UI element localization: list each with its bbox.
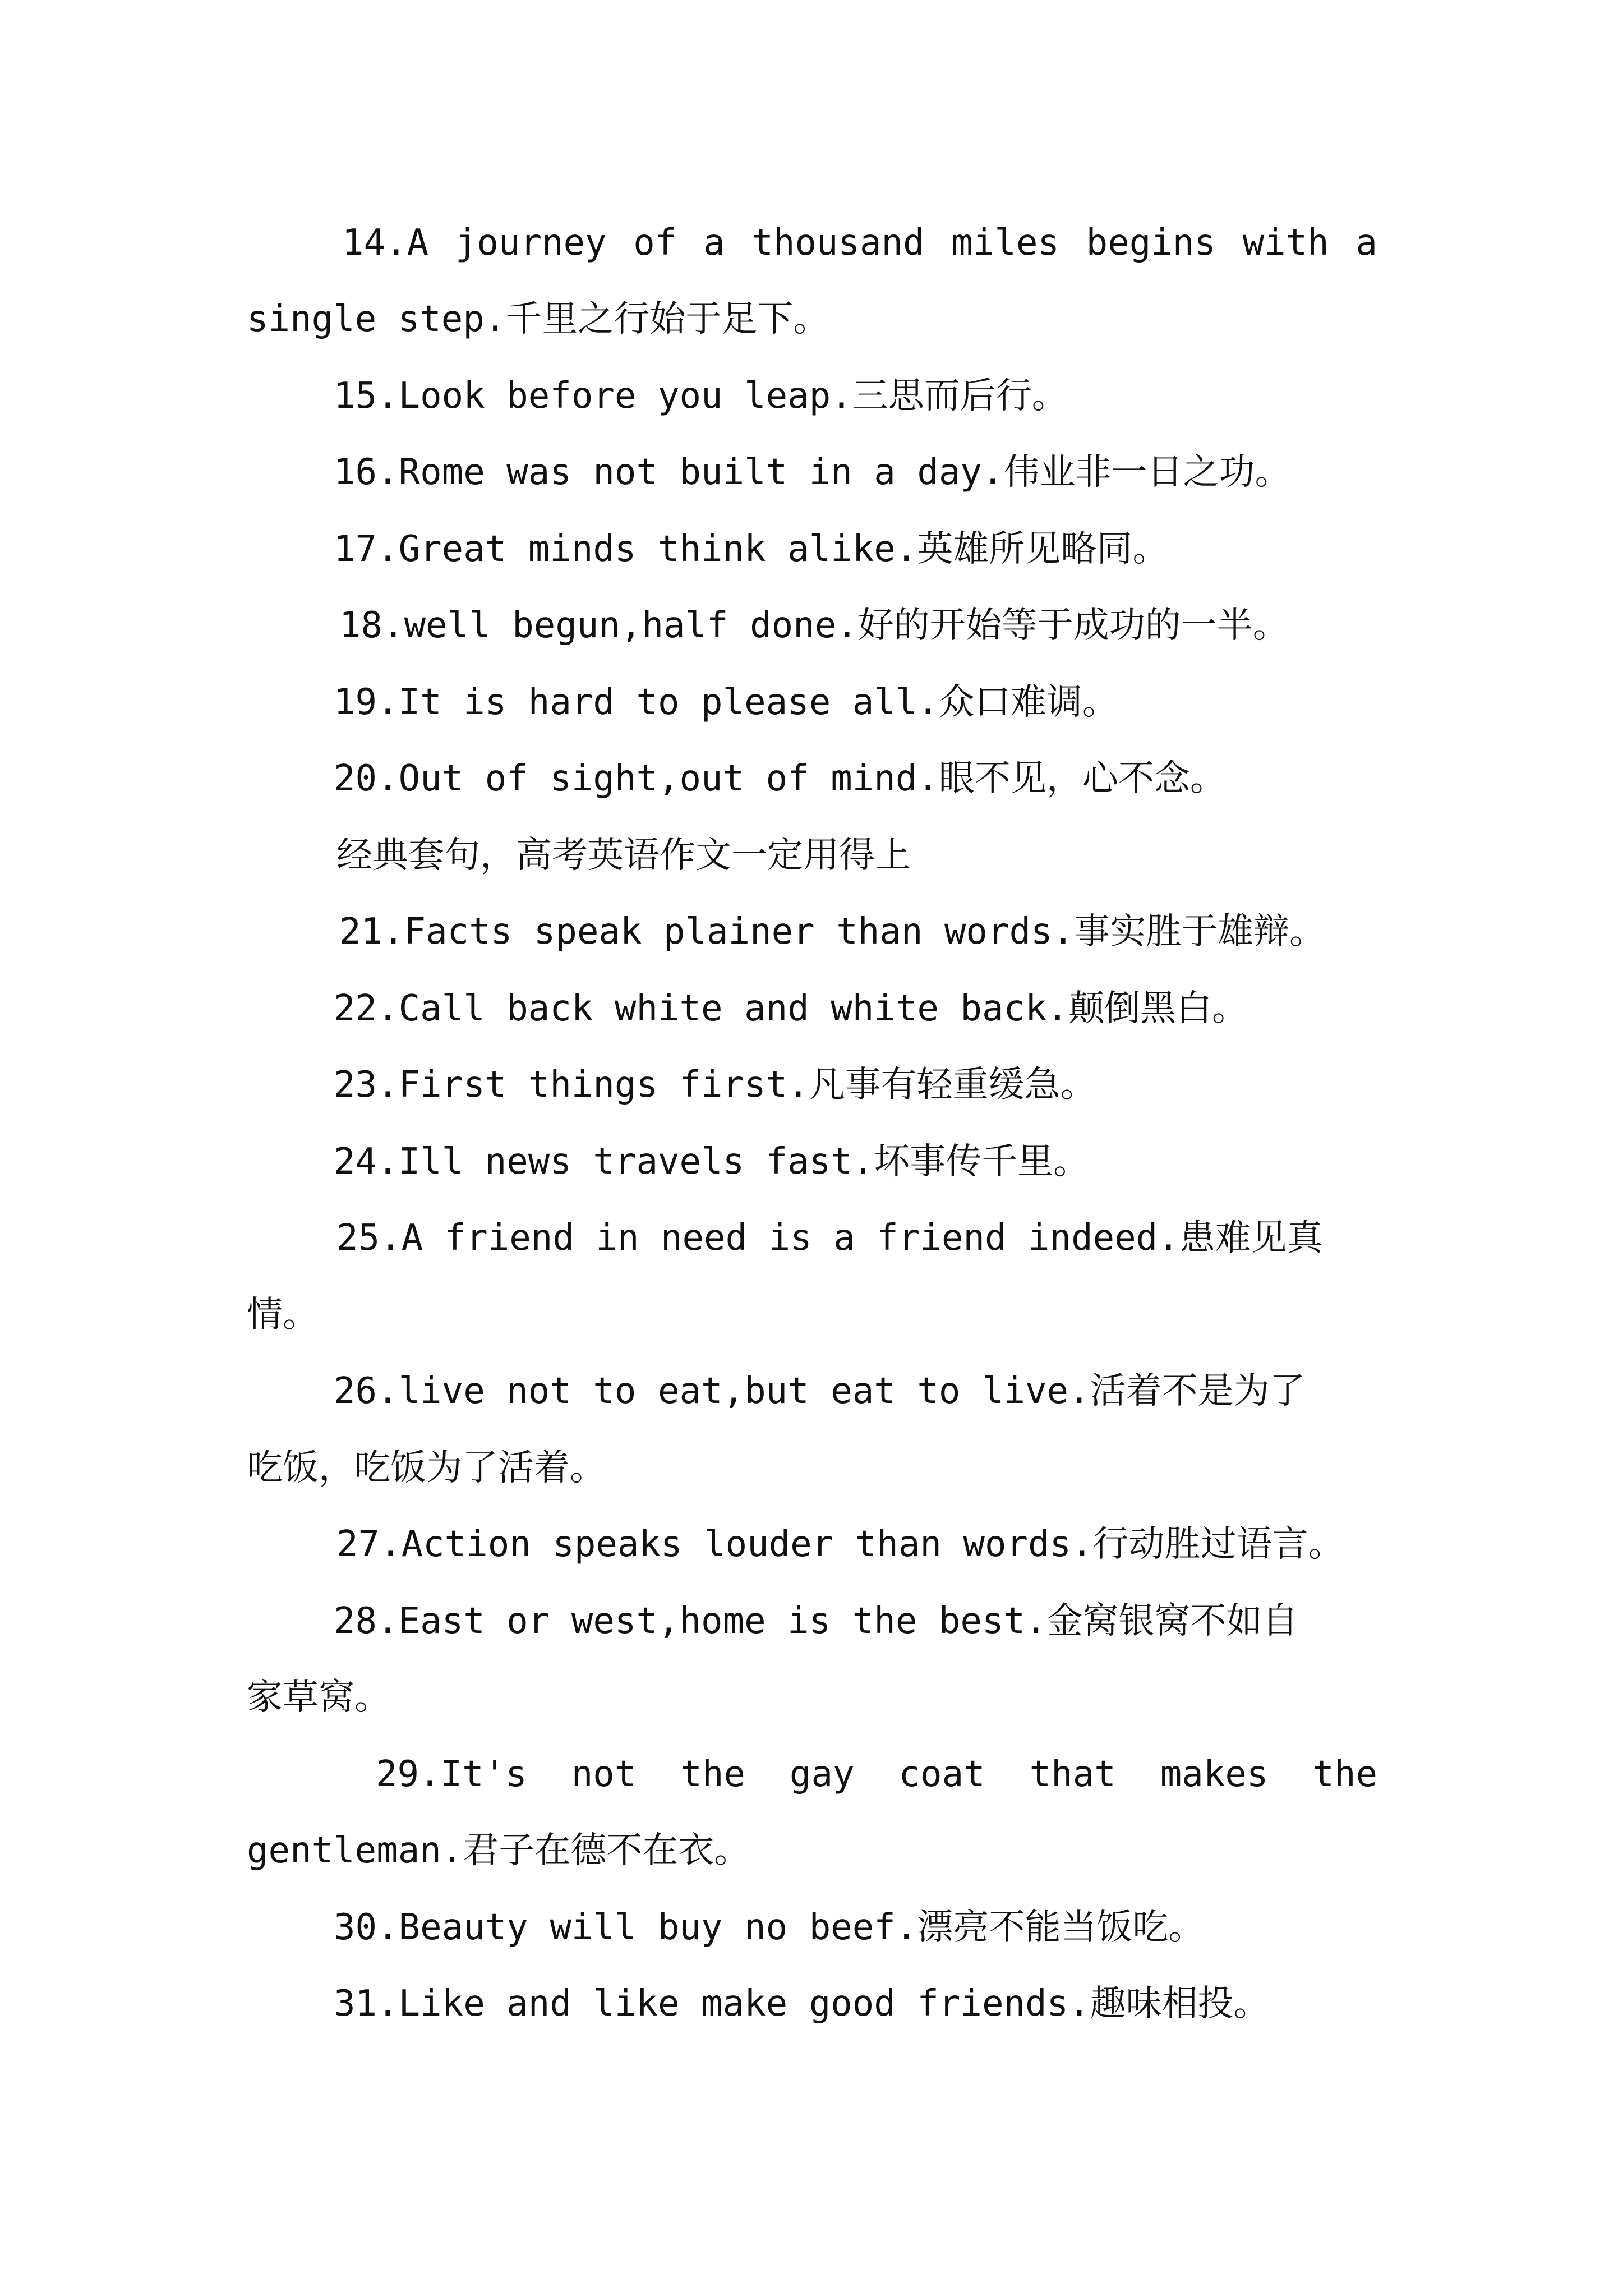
proverb-23: 23.First things first.凡事有轻重缓急。 bbox=[334, 1064, 1096, 1106]
word: miles bbox=[951, 222, 1059, 264]
proverb-30: 30.Beauty will buy no beef.漂亮不能当饭吃。 bbox=[334, 1907, 1205, 1948]
word: begins bbox=[1086, 222, 1216, 264]
proverb-14-line-2: single step.千里之行始于足下。 bbox=[247, 298, 829, 340]
proverb-18: 18.well begun,half done.好的开始等于成功的一半。 bbox=[339, 605, 1289, 646]
proverb-25-line-1: 25.A friend in need is a friend indeed.患难见真 bbox=[336, 1217, 1323, 1259]
proverb-22: 22.Call back white and white back.颠倒黑白。 bbox=[334, 988, 1248, 1029]
word: the bbox=[680, 1754, 745, 1795]
proverb-29-line-1 bbox=[376, 1754, 1377, 1795]
word: with bbox=[1242, 222, 1329, 264]
word: 14.A bbox=[342, 222, 429, 264]
proverb-31: 31.Like and like make good friends.趣味相投。 bbox=[334, 1983, 1270, 2024]
proverb-14-line-1 bbox=[342, 222, 1377, 264]
word: thousand bbox=[751, 222, 925, 264]
proverb-26-line-1: 26.live not to eat,but eat to live.活着不是为了 bbox=[334, 1370, 1306, 1412]
word: a bbox=[703, 222, 725, 264]
word: the bbox=[1312, 1754, 1377, 1795]
proverb-26-line-2: 吃饭，吃饭为了活着。 bbox=[247, 1447, 606, 1489]
proverb-21: 21.Facts speak plainer than words.事实胜于雄辩。 bbox=[339, 911, 1326, 953]
proverb-16: 16.Rome was not built in a day.伟业非一日之功。 bbox=[334, 452, 1291, 493]
word: coat bbox=[898, 1754, 985, 1795]
word: gay bbox=[789, 1754, 855, 1795]
proverb-20: 20.Out of sight,out of mind.眼不见，心不念。 bbox=[334, 758, 1226, 799]
word: a bbox=[1355, 222, 1377, 264]
proverb-28-line-1: 28.East or west,home is the best.金窝银窝不如自 bbox=[334, 1600, 1298, 1642]
proverb-17: 17.Great minds think alike.英雄所见略同。 bbox=[334, 528, 1169, 570]
proverb-19: 19.It is hard to please all.众口难调。 bbox=[334, 682, 1118, 723]
word: makes bbox=[1160, 1754, 1269, 1795]
word: that bbox=[1029, 1754, 1116, 1795]
word: of bbox=[633, 222, 677, 264]
word: not bbox=[571, 1754, 637, 1795]
proverb-28-line-2: 家草窝。 bbox=[247, 1677, 390, 1718]
proverb-29-line-2: gentleman.君子在德不在衣。 bbox=[247, 1830, 750, 1871]
proverb-27: 27.Action speaks louder than words.行动胜过语言。 bbox=[336, 1524, 1344, 1565]
proverb-15: 15.Look before you leap.三思而后行。 bbox=[334, 375, 1068, 417]
word: journey bbox=[455, 222, 607, 264]
word: 29.It's bbox=[376, 1754, 527, 1795]
proverb-25-line-2: 情。 bbox=[247, 1294, 319, 1336]
section-heading: 经典套句，高考英语作文一定用得上 bbox=[336, 835, 911, 876]
proverb-24: 24.Ill news travels fast.坏事传千里。 bbox=[334, 1141, 1090, 1182]
